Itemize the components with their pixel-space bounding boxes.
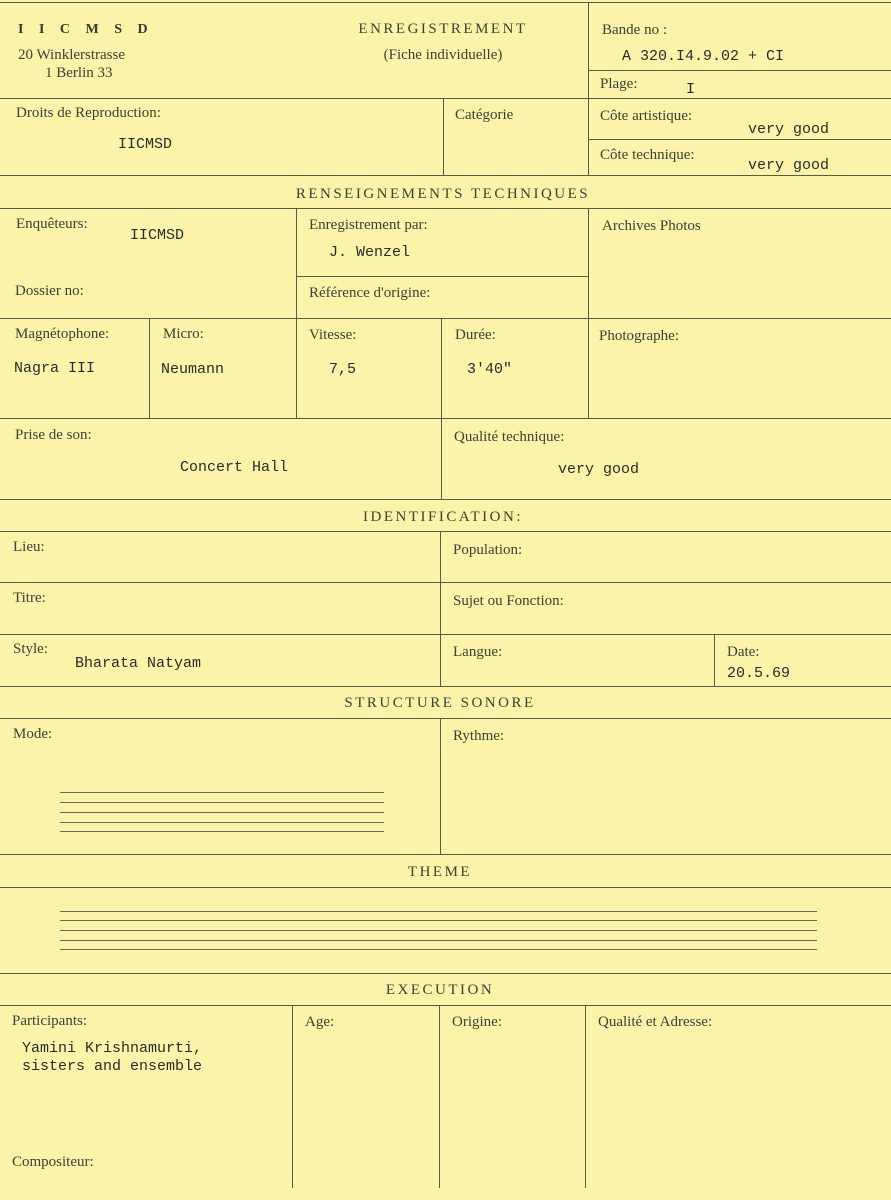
rights-label: Droits de Reproduction: — [16, 105, 161, 121]
rule — [441, 318, 442, 499]
duree-label: Durée: — [455, 327, 496, 343]
rule — [0, 2, 891, 3]
mode-label: Mode: — [13, 726, 53, 742]
rule — [585, 1005, 586, 1188]
bande-value: A 320.I4.9.02 + CI — [622, 48, 785, 65]
enregistrement-par-value: J. Wenzel — [329, 244, 411, 261]
cote-artistique-label: Côte artistique: — [600, 108, 693, 124]
cote-technique-label: Côte technique: — [600, 147, 695, 163]
rule — [292, 1005, 293, 1188]
micro-label: Micro: — [163, 326, 204, 342]
enregistrement-par-label: Enregistrement par: — [309, 217, 428, 233]
style-label: Style: — [13, 641, 49, 657]
address-line-2: 1 Berlin 33 — [45, 65, 113, 81]
staff-line — [60, 831, 384, 832]
staff-line — [60, 822, 384, 823]
rule — [149, 318, 150, 418]
prise-de-son-value: Concert Hall — [180, 459, 289, 476]
cote-artistique-value: very good — [748, 121, 830, 138]
section-title-execution: EXECUTION — [385, 982, 495, 998]
rule — [0, 531, 891, 532]
rule — [0, 208, 891, 209]
compositeur-label: Compositeur: — [12, 1154, 94, 1170]
rule — [0, 973, 891, 974]
magnetophone-value: Nagra III — [14, 360, 96, 377]
population-label: Population: — [453, 542, 523, 558]
enqueteurs-label: Enquêteurs: — [16, 216, 88, 232]
rule — [0, 499, 891, 500]
rule — [0, 634, 891, 635]
age-label: Age: — [305, 1014, 335, 1030]
participants-label: Participants: — [12, 1013, 87, 1029]
rule — [0, 318, 891, 319]
plage-label: Plage: — [600, 76, 638, 92]
bande-label: Bande no : — [602, 22, 667, 38]
card-subtitle: (Fiche individuelle) — [383, 47, 503, 63]
section-title-theme: THEME — [407, 864, 473, 880]
archives-photos-label: Archives Photos — [602, 218, 701, 234]
rule — [588, 208, 589, 418]
rule — [0, 582, 891, 583]
staff-line — [60, 792, 384, 793]
photographe-label: Photographe: — [599, 328, 679, 344]
magnetophone-label: Magnétophone: — [15, 326, 110, 342]
staff-line — [60, 802, 384, 803]
rule — [443, 98, 444, 175]
address-line-1: 20 Winklerstrasse — [18, 47, 126, 63]
rule — [0, 718, 891, 719]
staff-line — [60, 812, 384, 813]
enqueteurs-value: IICMSD — [130, 227, 185, 244]
style-value: Bharata Natyam — [75, 655, 202, 672]
rule — [714, 634, 715, 686]
rule — [0, 686, 891, 687]
staff-line — [60, 930, 817, 931]
staff-line — [60, 949, 817, 950]
rule — [588, 2, 589, 175]
participants-value-line-1: Yamini Krishnamurti, — [22, 1040, 203, 1057]
rule — [296, 208, 297, 418]
rule — [588, 70, 891, 71]
plage-value: I — [686, 81, 696, 98]
qualite-technique-value: very good — [558, 461, 640, 478]
rule — [0, 854, 891, 855]
staff-line — [60, 911, 817, 912]
rule — [439, 1005, 440, 1188]
qualite-adresse-label: Qualité et Adresse: — [598, 1014, 713, 1030]
section-title-technical: RENSEIGNEMENTS TECHNIQUES — [295, 186, 591, 202]
micro-value: Neumann — [161, 361, 225, 378]
dossier-label: Dossier no: — [15, 283, 84, 299]
rule — [296, 276, 588, 277]
duree-value: 3'40" — [467, 361, 513, 378]
rule — [440, 718, 441, 854]
vitesse-label: Vitesse: — [309, 327, 357, 343]
sujet-label: Sujet ou Fonction: — [453, 593, 564, 609]
cote-technique-value: very good — [748, 157, 830, 174]
card-title: ENREGISTREMENT — [358, 21, 528, 37]
rule — [0, 98, 891, 99]
section-title-structure: STRUCTURE SONORE — [344, 695, 536, 711]
rule — [0, 887, 891, 888]
qualite-technique-label: Qualité technique: — [454, 429, 565, 445]
staff-line — [60, 940, 817, 941]
origine-label: Origine: — [452, 1014, 502, 1030]
reference-label: Référence d'origine: — [309, 285, 431, 301]
langue-label: Langue: — [453, 644, 503, 660]
section-title-identification: IDENTIFICATION: — [363, 509, 523, 525]
rule — [588, 139, 891, 140]
categorie-label: Catégorie — [455, 107, 514, 123]
rule — [0, 418, 891, 419]
vitesse-value: 7,5 — [329, 361, 357, 378]
lieu-label: Lieu: — [13, 539, 45, 555]
date-value: 20.5.69 — [727, 665, 791, 682]
staff-line — [60, 920, 817, 921]
rule — [0, 175, 891, 176]
titre-label: Titre: — [13, 590, 46, 606]
institute-name: I I C M S D — [18, 22, 154, 37]
prise-de-son-label: Prise de son: — [15, 427, 92, 443]
participants-value-line-2: sisters and ensemble — [22, 1058, 203, 1075]
rythme-label: Rythme: — [453, 728, 505, 744]
rule — [440, 531, 441, 686]
rule — [0, 1005, 891, 1006]
date-label: Date: — [727, 644, 760, 660]
rights-value: IICMSD — [118, 136, 173, 153]
